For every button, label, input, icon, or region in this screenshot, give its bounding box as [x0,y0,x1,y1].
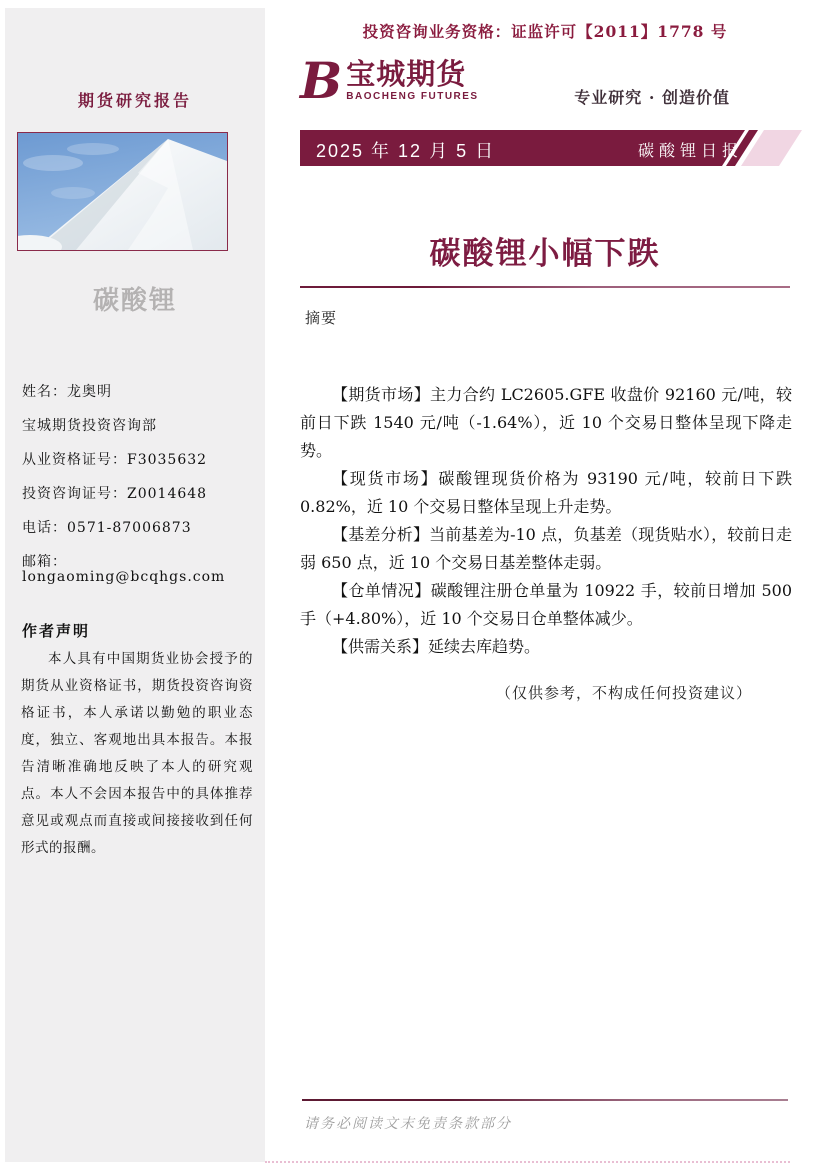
footer-notice: 请务必阅读文末免责条款部分 [304,1116,512,1132]
commodity-photo [17,132,228,251]
report-date: 2025 年 12 月 5 日 [316,141,496,161]
salt-pile-photo-illustration [18,133,227,250]
paragraph-futures-market: 【期货市场】主力合约 LC2605.GFE 收盘价 92160 元/吨，较前日下跌 1540 元/吨（-1.64%），近 10 个交易日整体呈现下降走势。 [300,385,792,460]
footer-divider [302,1099,788,1101]
paragraph-supply-demand: 【供需关系】延续去库趋势。 [332,637,541,656]
logo-brand-en: BAOCHENG FUTURES [346,91,479,102]
sidebar [5,8,265,1162]
report-category-label: 期货研究报告 [77,91,192,110]
paragraph-warehouse-receipts: 【仓单情况】碳酸锂注册仓单量为 10922 手，较前日增加 500 手（+4.80%），近 10 个交易日仓单整体减少。 [300,581,792,628]
brand-slogan: 专业研究 · 创造价值 [574,88,730,107]
summary-label: 摘要 [305,309,338,327]
date-banner [300,130,810,166]
author-department: 宝城期货投资咨询部 [22,418,157,434]
logo-b-mark-icon: B [300,51,343,110]
author-info-block [22,385,252,604]
paragraph-spot-market: 【现货市场】碳酸锂现货价格为 93190 元/吨，较前日下跌 0.82%，近 10 个交易日整体呈现上升走势。 [300,469,792,516]
author-email: 邮箱：longaoming@bcqhgs.com [22,554,226,585]
report-type-label: 碳酸锂日报 [638,141,744,160]
brand-header-row [300,51,790,117]
report-title: 碳酸锂小幅下跌 [429,236,661,271]
title-divider [300,286,790,288]
author-advisory-cert: 投资咨询证号：Z0014648 [22,486,208,502]
paragraph-basis-analysis: 【基差分析】当前基差为-10 点，负基差（现货贴水），较前日走弱 650 点，近 10 个交易日基差整体走弱。 [300,525,792,572]
author-declaration-body: 本人具有中国期货业协会授予的期货从业资格证书，期货投资咨询资格证书，本人承诺以勤勉的职业态度，独立、客观地出具本报告。本报告清晰准确地反映了本人的研究观点。本人不会因本报告中的具体推荐意见或观点而直接或间接接收到任何形式的报酬。 [21,651,253,856]
author-declaration-title: 作者声明 [22,622,91,640]
summary-body [300,381,792,661]
commodity-watermark: 碳酸锂 [92,285,177,315]
main-content [300,0,810,1169]
author-phone: 电话：0571-87006873 [22,520,192,536]
bottom-dotted-rule [265,1161,790,1163]
author-practice-cert: 从业资格证号：F3035632 [22,452,208,468]
reference-disclaimer: （仅供参考，不构成任何投资建议） [495,684,752,702]
license-qualification-line: 投资咨询业务资格：证监许可【2011】1778 号 [362,22,728,41]
logo-brand-cn: 宝城期货 [346,57,467,91]
baocheng-logo [300,51,479,110]
author-name: 姓名：龙奥明 [22,384,112,400]
